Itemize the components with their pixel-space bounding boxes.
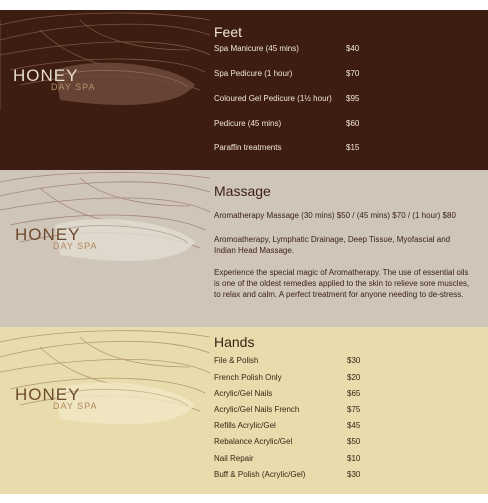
massage-types: Aromoatherapy, Lymphatic Drainage, Deep Tissue, Myofascial and Indian Head Massage. <box>214 235 451 255</box>
item-price: $95 <box>346 94 360 103</box>
hands-section <box>0 327 488 494</box>
feet-section <box>0 10 488 170</box>
item-price: $70 <box>346 69 360 78</box>
item-price: $20 <box>347 373 361 382</box>
item-price: $40 <box>346 44 360 53</box>
massage-description: Experience the special magic of Aromatherapy. The use of essential oils is one of the oldest remedies applied to the skin to relieve sore muscles, to relax and calm. A perfect treatment for anyone needing to de-stress. <box>214 268 470 299</box>
logo-main-text: HONEY <box>15 385 81 404</box>
logo-sub-text: DAY SPA <box>53 401 98 411</box>
item-name: Pedicure (45 mins) <box>214 119 282 128</box>
item-name: Acrylic/Gel Nails <box>214 389 273 398</box>
item-name: Nail Repair <box>214 454 254 463</box>
section-title-massage: Massage <box>214 183 271 199</box>
item-name: Rebalance Acrylic/Gel <box>214 437 293 446</box>
logo-sub-text: DAY SPA <box>53 241 98 251</box>
item-name: Buff & Polish (Acrylic/Gel) <box>214 470 306 479</box>
item-price: $15 <box>346 143 360 152</box>
wing-illustration <box>0 10 210 170</box>
wing-illustration <box>0 170 210 327</box>
logo-sub-text: DAY SPA <box>51 82 96 92</box>
item-name: Paraffin treatments <box>214 143 282 152</box>
item-name: Acrylic/Gel Nails French <box>214 405 300 414</box>
item-name: French Polish Only <box>214 373 282 382</box>
massage-pricing: Aromatherapy Massage (30 mins) $50 / (45 mins) $70 / (1 hour) $80 <box>214 211 456 220</box>
wing-illustration <box>0 327 210 494</box>
section-title-feet: Feet <box>214 24 243 40</box>
item-name: Coloured Gel Pedicure (1½ hour) <box>214 94 332 103</box>
item-price: $30 <box>347 356 361 365</box>
item-price: $75 <box>347 405 361 414</box>
massage-section <box>0 170 488 327</box>
item-price: $65 <box>347 389 361 398</box>
item-price: $60 <box>346 119 360 128</box>
item-name: Refills Acrylic/Gel <box>214 421 276 430</box>
logo-main-text: HONEY <box>15 225 81 244</box>
item-name: File & Polish <box>214 356 259 365</box>
item-price: $10 <box>347 454 361 463</box>
item-name: Spa Pedicure (1 hour) <box>214 69 293 78</box>
section-title-hands: Hands <box>214 334 255 350</box>
logo-main-text: HONEY <box>13 66 79 85</box>
item-name: Spa Manicure (45 mins) <box>214 44 299 53</box>
item-price: $45 <box>347 421 361 430</box>
item-price: $50 <box>347 437 361 446</box>
item-price: $30 <box>347 470 361 479</box>
